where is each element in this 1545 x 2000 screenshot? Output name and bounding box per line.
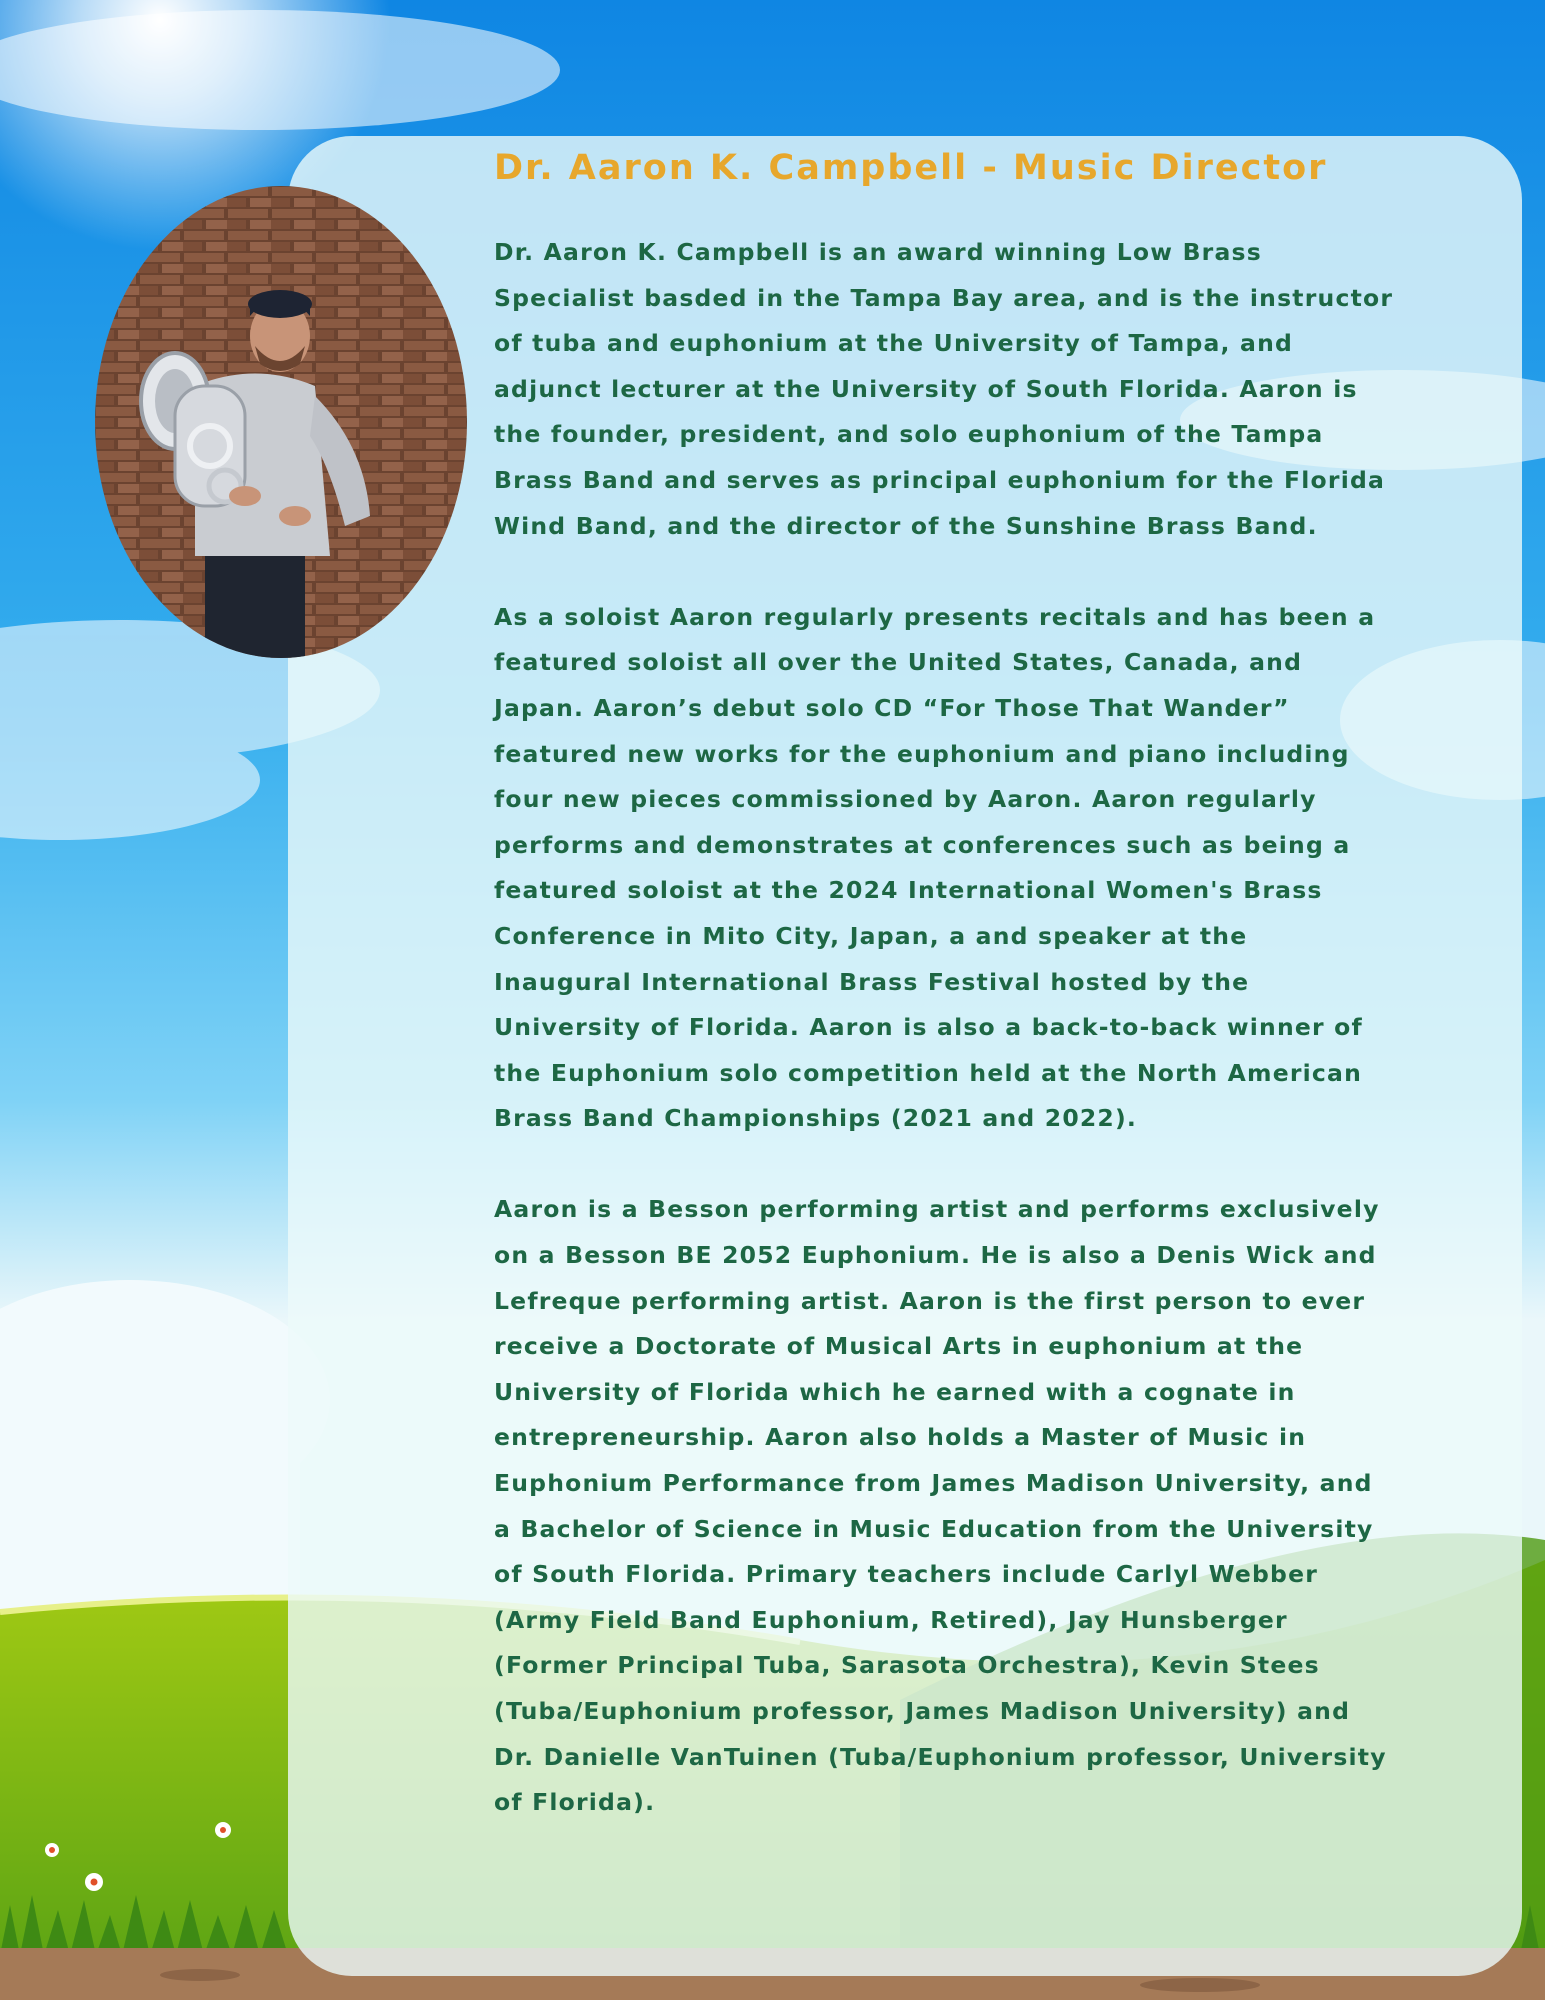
bio-paragraph: Dr. Aaron K. Campbell is an award winning Low Brass Specialist basded in the Tampa Bay area, and is the instructor of tuba and euphonium at the University of Tampa, and adjunct lecturer at the University of South Florida. Aaron is the founder, president, and solo euphonium of the Tampa Brass Band and serves as principal euphonium for the Florida Wind Band, and the director of the Sunshine Brass Band. xyxy=(494,238,1394,540)
bio-paragraph: As a soloist Aaron regularly presents recitals and has been a featured soloist all over the United States, Canada, and Japan. Aaron’s debut solo CD “For Those That Wander” featured new works for the euphonium and piano including four new pieces commissioned by Aaron. Aaron regularly performs and demonstrates at conferences such as being a featured soloist at the 2024 International Women's Brass Conference in Mito City, Japan, a and speaker at the Inaugural International Brass Festival hosted by the University of Florida. Aaron is also a back-to-back winner of the Euphonium solo competition held at the North American Brass Band Championships (2021 and 2022). xyxy=(494,602,1376,1133)
portrait-photo xyxy=(95,186,467,658)
bio-paragraph: Aaron is a Besson performing artist and performs exclusively on a Besson BE 2052 Euphonium. He is also a Denis Wick and Lefreque performing artist. Aaron is the first person to ever receive a Doctorate of Musical Arts in euphonium at the University of Florida which he earned with a cognate in entrepreneurship. Aaron also holds a Master of Music in Euphonium Performance from James Madison University, and a Bachelor of Science in Music Education from the University of South Florida. Primary teachers include Carlyl Webber (Army Field Band Euphonium, Retired), Jay Hunsberger (Former Principal Tuba, Sarasota Orchestra), Kevin Stees (Tuba/Euphonium professor, James Madison University) and Dr. Danielle VanTuinen (Tuba/Euphonium professor, University of Florida). xyxy=(494,1195,1387,1817)
page-title: Dr. Aaron K. Campbell - Music Director xyxy=(494,148,1328,188)
bio-text xyxy=(494,230,1394,1826)
